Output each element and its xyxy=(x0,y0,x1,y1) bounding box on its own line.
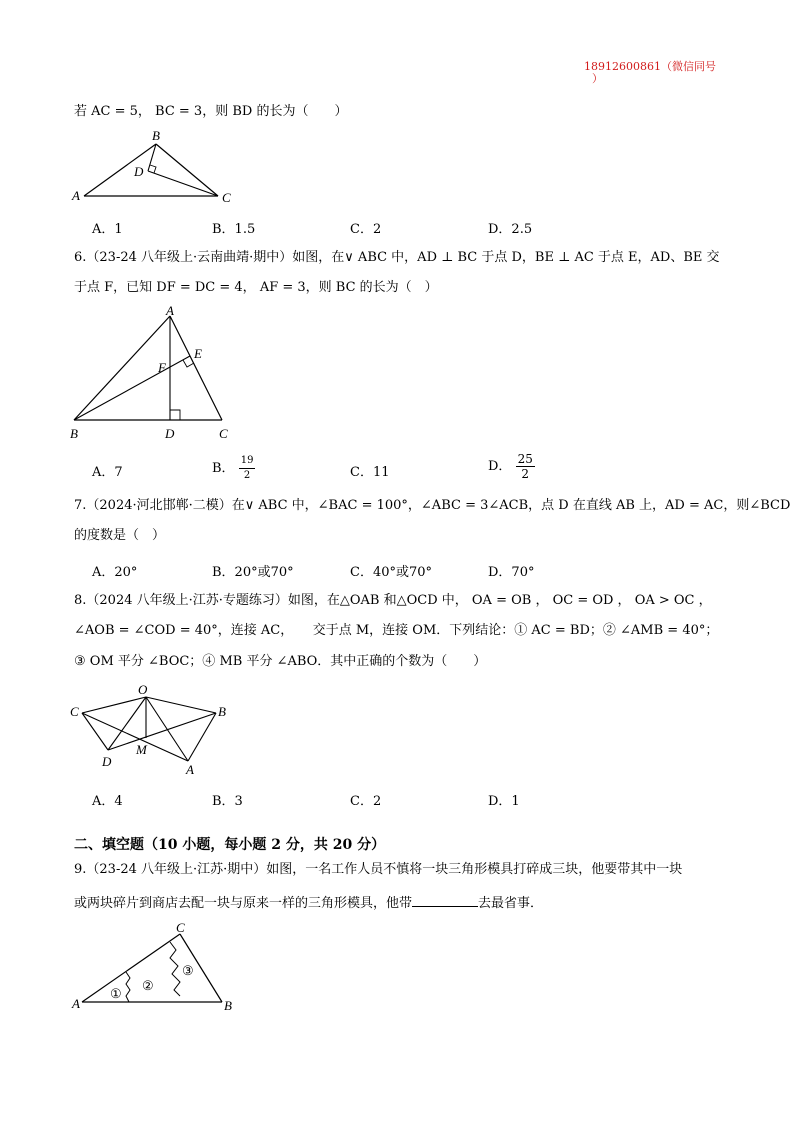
q6-figure xyxy=(66,306,246,446)
q8-segment-ba xyxy=(188,713,216,761)
q5-option-d: D．2.5 xyxy=(488,222,533,237)
q5-label-a: A xyxy=(72,188,80,203)
q6-option-b-num: 19 xyxy=(239,454,256,469)
q6-label-c: C xyxy=(219,426,228,441)
q8-label-a: A xyxy=(186,762,194,777)
q8-label-m: M xyxy=(136,742,147,757)
q6-label-e: E xyxy=(194,346,202,361)
q9-line2-before: 或两块碎片到商店去配一块与原来一样的三角形模具，他带 xyxy=(74,896,413,911)
q8-option-b: B．3 xyxy=(212,794,243,809)
header-contact-close: ） xyxy=(592,72,603,85)
q6-option-b-prefix: B． xyxy=(212,461,235,476)
q9-side-ac xyxy=(82,934,180,1002)
q5-side-bc xyxy=(156,144,218,196)
q8-option-a: A．4 xyxy=(92,794,123,809)
q7-option-d: D．70° xyxy=(488,565,535,580)
q9-label-b: B xyxy=(224,998,232,1013)
q8-line3: ③ OM 平分 ∠BOC；④ MB 平分 ∠ABO．其中正确的个数为（ ） xyxy=(74,654,487,669)
q6-label-d: D xyxy=(165,426,175,441)
q8-line2: ∠AOB = ∠COD = 40°，连接 AC， 交于点 M，连接 OM．下列结论：① AC = BD；② ∠AMB = 40°； xyxy=(74,623,719,638)
q8-option-d: D．1 xyxy=(488,794,520,809)
q9-label-piece2: ② xyxy=(142,978,154,993)
q5-segment-dc xyxy=(148,171,218,196)
header-contact: 18912600861（微信同号 xyxy=(584,60,716,73)
q9-label-piece1: ① xyxy=(110,986,122,1001)
q8-option-c: C．2 xyxy=(350,794,382,809)
q5-figure xyxy=(66,126,246,206)
q5-stem: 若 AC = 5， BC = 3，则 BD 的长为（ ） xyxy=(74,104,348,119)
q8-label-b: B xyxy=(218,704,226,719)
q5-option-a: A．1 xyxy=(92,222,123,237)
q6-label-b: B xyxy=(70,426,78,441)
q6-option-a: A．7 xyxy=(92,465,123,480)
q7-option-a: A．20° xyxy=(92,565,138,580)
q5-side-ab xyxy=(84,144,156,196)
q5-label-d: D xyxy=(134,164,144,179)
q6-option-d-den: 2 xyxy=(521,467,530,481)
q5-label-c: C xyxy=(222,190,231,205)
q5-option-c: C．2 xyxy=(350,222,382,237)
q6-option-b xyxy=(212,454,255,483)
q6-label-f: F xyxy=(158,360,166,375)
q7-line1: 7.（2024·河北邯郸·二模）在∨ ABC 中，∠BAC = 100°，∠ABC = 3∠ACB，点 D 在直线 AB 上，AD = AC，则∠BCD xyxy=(74,498,791,513)
q6-right-angle-d xyxy=(170,410,180,420)
q6-label-a: A xyxy=(166,306,174,318)
q6-option-d-prefix: D． xyxy=(488,459,512,474)
q8-segment-ob xyxy=(146,697,216,713)
q6-option-d-num: 25 xyxy=(517,452,533,466)
q6-option-d-fraction xyxy=(516,452,535,481)
q6-option-d xyxy=(488,452,535,481)
q9-label-a: A xyxy=(72,996,80,1011)
q8-label-d: D xyxy=(102,754,112,769)
q8-line1: 8.（2024 八年级上·江苏·专题练习）如图，在△OAB 和△OCD 中， OA = OB ， OC = OD ， OA > OC ， xyxy=(74,593,712,608)
q9-line2 xyxy=(74,894,543,912)
q9-crack-2 xyxy=(170,942,180,996)
answer-blank[interactable] xyxy=(412,894,478,907)
q5-option-b: B．1.5 xyxy=(212,222,256,237)
q7-line2: 的度数是（ ） xyxy=(74,528,166,543)
q6-side-ac xyxy=(170,316,222,420)
q8-label-c: C xyxy=(70,704,79,719)
q6-option-b-fraction xyxy=(239,454,256,483)
q9-line2-after: 去最省事． xyxy=(478,896,544,911)
q8-segment-bd xyxy=(108,713,216,750)
q9-line1: 9.（23-24 八年级上·江苏·期中）如图，一名工作人员不慎将一块三角形模具打碎成三块，他要带其中一块 xyxy=(74,862,683,877)
q9-label-piece3: ③ xyxy=(182,963,194,978)
q9-crack-1 xyxy=(126,972,130,1002)
q7-option-b: B．20°或70° xyxy=(212,565,294,580)
section-title: 二、填空题（10 小题，每小题 2 分，共 20 分） xyxy=(74,837,386,853)
q9-label-c: C xyxy=(176,920,185,935)
q6-line2: 于点 F，已知 DF = DC = 4， AF = 3，则 BC 的长为（ ） xyxy=(74,280,438,295)
q8-figure xyxy=(66,680,246,780)
q7-option-c: C．40°或70° xyxy=(350,565,433,580)
q6-side-ab xyxy=(74,316,170,420)
q6-option-b-den: 2 xyxy=(243,470,251,481)
q6-line1: 6.（23-24 八年级上·云南曲靖·期中）如图，在∨ ABC 中，AD ⊥ BC 于点 D，BE ⊥ AC 于点 E，AD、BE 交 xyxy=(74,250,720,265)
q8-label-o: O xyxy=(138,682,148,697)
q9-figure xyxy=(66,920,246,1020)
q5-label-b: B xyxy=(152,128,160,143)
q6-option-c: C．11 xyxy=(350,465,390,480)
